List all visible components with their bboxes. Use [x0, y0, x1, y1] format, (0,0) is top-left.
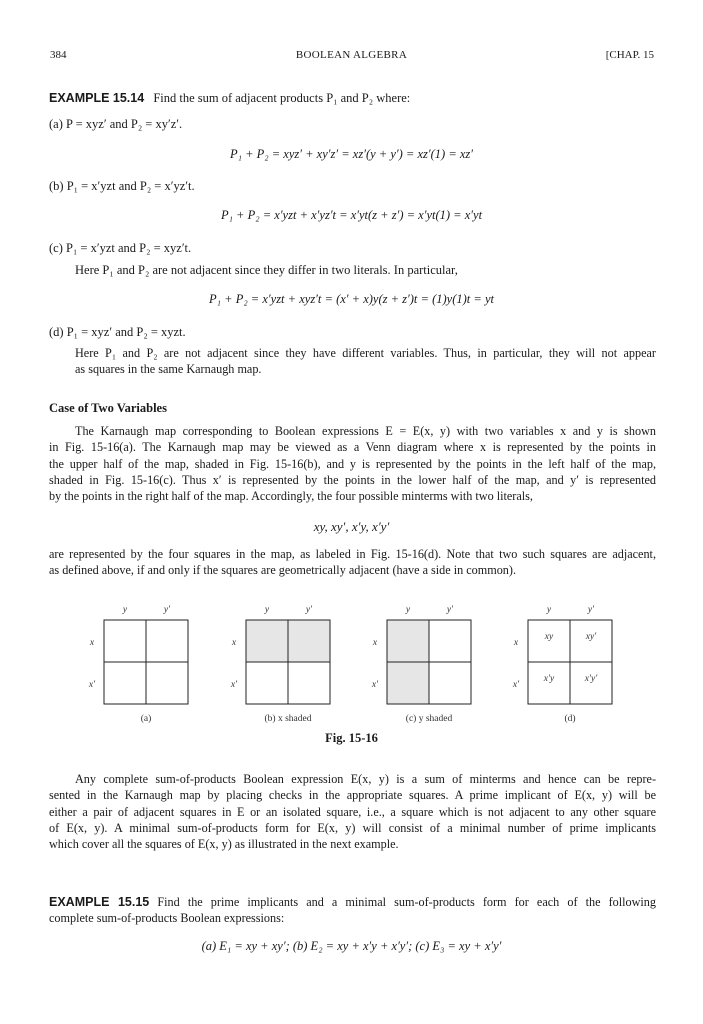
- kmap-cell: [146, 662, 188, 704]
- kmap-cell: [429, 662, 471, 704]
- paragraph-two-variables: [49, 423, 656, 504]
- page-number: 384: [50, 49, 67, 61]
- column-label: y: [264, 605, 270, 615]
- row-label: x′: [512, 680, 520, 690]
- part-a-equation: P₁ + P₂ = xyz′ + xy′z′ = xz′(y + y′) = xz′(1) = xz′: [229, 147, 474, 161]
- text-line: sented in the Karnaugh map by placing checks in the appropriate squares. A prime implicant of E(x, y) will be: [49, 788, 656, 803]
- part-a-label: (a) P = xyz′ and P₂ = xy′z′.: [49, 117, 183, 131]
- column-label: y: [122, 605, 128, 615]
- figure-15-16: [0, 598, 703, 724]
- example-15-14: [49, 90, 410, 106]
- column-label: y′: [587, 605, 595, 615]
- part-d-label: (d) P₁ = xyz′ and P₂ = xyzt.: [49, 325, 186, 339]
- part-c-equation: P₁ + P₂ = x′yzt + xyz′t = (x′ + x)y(z + z′)t = (1)y(1)t = yt: [209, 292, 494, 306]
- column-label: y: [405, 605, 411, 615]
- kmap-cell: [104, 620, 146, 662]
- cell-label: x′y: [543, 674, 555, 684]
- text-line: Any complete sum-of-products Boolean expression E(x, y) is a sum of minterms and hence can be repre-: [75, 772, 656, 786]
- column-label: y′: [163, 605, 171, 615]
- row-label: x: [372, 638, 378, 648]
- cell-label: xy: [544, 632, 554, 642]
- paragraph-prime-implicants: [49, 771, 656, 852]
- panel-caption: (d): [564, 714, 576, 724]
- row-label: x: [231, 638, 237, 648]
- example-title: EXAMPLE 15.15: [49, 895, 150, 909]
- part-c-text: Here P₁ and P₂ are not adjacent since they differ in two literals. In particular,: [75, 263, 458, 277]
- cell-label: x′y′: [584, 674, 598, 684]
- example-title: EXAMPLE 15.14: [49, 91, 145, 105]
- part-b-label: (b) P₁ = x′yzt and P₂ = x′yz′t.: [49, 179, 195, 193]
- panel-caption: (a): [140, 714, 152, 724]
- section-heading: Case of Two Variables: [49, 401, 167, 415]
- kmap-cell: [246, 620, 288, 662]
- column-label: y′: [305, 605, 313, 615]
- text-line: The Karnaugh map corresponding to Boolean expressions E = E(x, y) with two variables x and y is shown: [75, 424, 656, 438]
- row-label: x′: [230, 680, 238, 690]
- kmap-cell: [387, 662, 429, 704]
- text-line: in Fig. 15-16(a). The Karnaugh map may be viewed as a Venn diagram where x is represented by the points in: [49, 440, 656, 455]
- kmap-cell: [387, 620, 429, 662]
- text-line: are represented by the four squares in the map, as labeled in Fig. 15-16(d). Note that two such squares are adjacent,: [49, 547, 656, 561]
- text-line: of E(x, y). A minimal sum-of-products form for E(x, y) will consist of a minimal number of prime implicants: [49, 820, 656, 835]
- column-label: y′: [446, 605, 454, 615]
- text-line: either a pair of adjacent squares in E or an isolated square, i.e., a square which is not adjacent to any other square: [49, 804, 656, 819]
- row-label: x′: [88, 680, 96, 690]
- kmap-cell: [104, 662, 146, 704]
- text-line: Here P₁ and P₂ are not adjacent since they have different variables. Thus, in particular, they will not appear: [75, 346, 656, 360]
- chapter-label: [CHAP. 15: [605, 49, 654, 61]
- karnaugh-maps: [0, 598, 703, 724]
- text-line: [49, 894, 656, 910]
- example-intro: Find the prime implicants and a minimal sum-of-products form for each of the following: [157, 895, 656, 909]
- running-title: BOOLEAN ALGEBRA: [295, 49, 408, 61]
- kmap-cell: [146, 620, 188, 662]
- text-line: which cover all the squares of E(x, y) as illustrated in the next example.: [49, 837, 399, 852]
- text-line: as squares in the same Karnaugh map.: [75, 362, 262, 377]
- text-line: by the points in the right half of the map. Accordingly, the four possible minterms with two literals,: [49, 489, 533, 504]
- column-label: y: [546, 605, 552, 615]
- kmap-cell: [429, 620, 471, 662]
- panel-caption: (b) x shaded: [264, 714, 312, 724]
- text-line: the upper half of the map, shaded in Fig. 15-16(b), and y is represented by the points in the left half of the map,: [49, 456, 656, 471]
- kmap-cell: [288, 620, 330, 662]
- part-c-label: (c) P₁ = x′yzt and P₂ = xyz′t.: [49, 241, 192, 255]
- figure-caption: Fig. 15-16: [325, 731, 378, 745]
- example-15-15: [49, 894, 656, 927]
- kmap-cell: [288, 662, 330, 704]
- part-d-text: [75, 345, 656, 378]
- example-expressions: (a) E₁ = xy + xy′; (b) E₂ = xy + x′y + x′y′; (c) E₃ = xy + x′y′: [201, 939, 502, 953]
- panel-caption: (c) y shaded: [405, 714, 453, 724]
- row-label: x: [89, 638, 95, 648]
- cell-label: xy′: [585, 632, 597, 642]
- text-line: as defined above, if and only if the squares are geometrically adjacent (have a side in common).: [49, 563, 517, 578]
- row-label: x: [513, 638, 519, 648]
- minterms-list: xy, xy′, x′y, x′y′: [313, 519, 390, 534]
- row-label: x′: [371, 680, 379, 690]
- text-line: complete sum-of-products Boolean expressions:: [49, 911, 285, 926]
- text-line: shaded in Fig. 15-16(c). Thus x′ is represented by the points in the lower half of the map, and y′ is represented: [49, 472, 656, 487]
- paragraph-adjacency: [49, 546, 656, 579]
- part-b-equation: P₁ + P₂ = x′yzt + x′yz′t = x′yt(z + z′) = x′yt(1) = x′yt: [220, 208, 483, 222]
- kmap-cell: [246, 662, 288, 704]
- example-intro: Find the sum of adjacent products P₁ and P₂ where:: [153, 91, 411, 105]
